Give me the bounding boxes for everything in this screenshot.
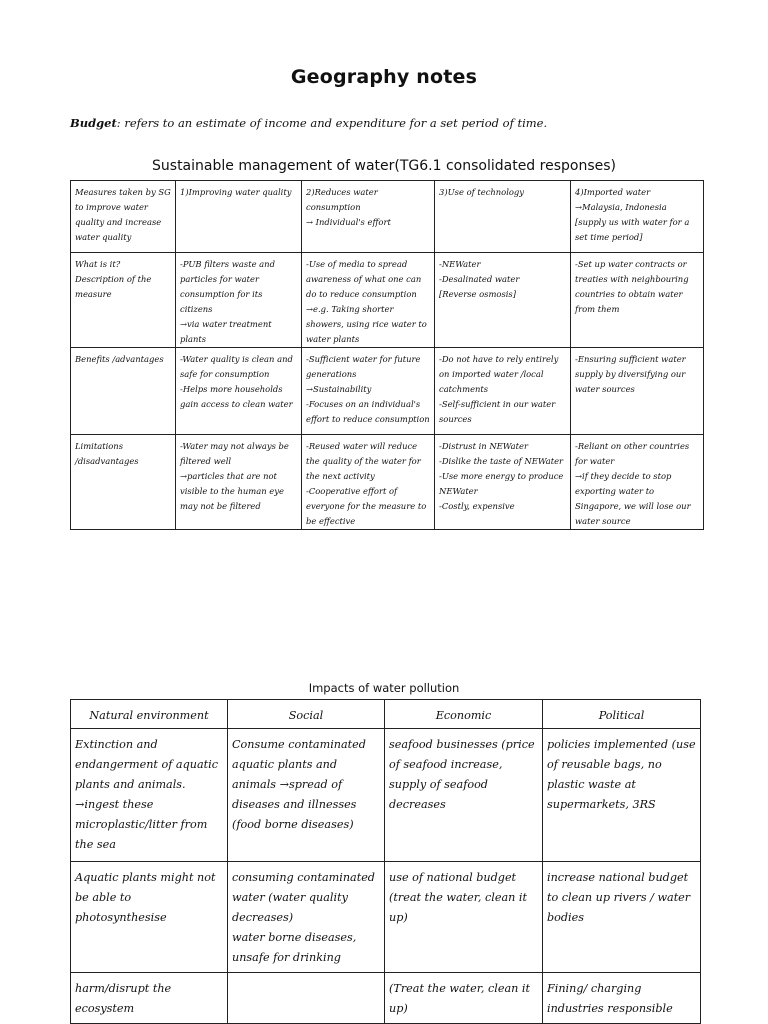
cell-line: seafood businesses (price of seafood increase, supply of seafood decreases	[389, 738, 535, 811]
cell-line: -Focuses on an individual's effort to reduce consumption	[306, 399, 430, 424]
table-cell	[571, 253, 704, 348]
cell-line: 2)Reduces water consumption	[306, 187, 378, 212]
table-cell	[71, 181, 176, 253]
cell-line: -Sufficient water for future generations	[306, 354, 421, 379]
cell-line: policies implemented (use of reusable bags, no plastic waste at supermarkets, 3RS	[547, 738, 696, 811]
table-row	[71, 729, 701, 862]
cell-line: Consume contaminated aquatic plants and animals →spread of diseases and illnesses (food borne diseases)	[232, 738, 366, 831]
table-cell	[71, 729, 228, 862]
cell-line: What is it?	[75, 259, 121, 269]
table-cell	[543, 862, 701, 973]
table-cell	[302, 253, 435, 348]
column-header: Political	[543, 700, 701, 729]
table-cell	[302, 435, 435, 530]
budget-definition-text: : refers to an estimate of income and expenditure for a set period of time.	[116, 116, 548, 130]
cell-line: -Cooperative effort of everyone for the measure to be effective	[306, 486, 427, 526]
cell-line: -Ensuring sufficient water supply by diversifying our water sources	[575, 354, 686, 394]
column-header: Social	[228, 700, 385, 729]
table-cell	[385, 729, 543, 862]
table-cell	[385, 862, 543, 973]
cell-line: Limitations /disadvantages	[75, 441, 139, 466]
budget-term: Budget	[70, 116, 117, 130]
cell-line: -Costly, expensive	[439, 501, 515, 511]
table-cell	[176, 435, 302, 530]
cell-line: use of national budget (treat the water, clean it up)	[389, 871, 527, 924]
cell-line: →particles that are not visible to the human eye may not be filtered	[180, 471, 284, 511]
cell-line: -Use of media to spread awareness of what one can do to reduce consumption	[306, 259, 422, 299]
cell-line: -Water may not always be filtered well	[180, 441, 289, 466]
cell-line: →e.g. Taking shorter showers, using rice water to water plants	[306, 304, 427, 344]
cell-line: [Reverse osmosis]	[439, 289, 517, 299]
table-cell	[435, 348, 571, 435]
table-row	[71, 862, 701, 973]
table-cell	[302, 181, 435, 253]
table-cell	[543, 729, 701, 862]
cell-line: → Individual's effort	[306, 217, 391, 227]
table1-caption: Sustainable management of water(TG6.1 consolidated responses)	[152, 158, 616, 174]
cell-line: -Reused water will reduce the quality of the water for the next activity	[306, 441, 421, 481]
table-cell	[176, 253, 302, 348]
cell-line: -NEWater	[439, 259, 481, 269]
cell-line: 1)Improving water quality	[180, 187, 292, 197]
table-cell	[71, 435, 176, 530]
table-cell	[571, 181, 704, 253]
table-cell	[385, 973, 543, 1024]
cell-line: -Dislike the taste of NEWater	[439, 456, 564, 466]
budget-definition	[70, 116, 547, 130]
cell-line: Benefits /advantages	[75, 354, 164, 364]
table-row	[71, 181, 704, 253]
cell-line: Measures taken by SG to improve water quality and increase water quality	[75, 187, 171, 242]
cell-line: -Reliant on other countries for water	[575, 441, 690, 466]
water-pollution-impacts-table	[70, 699, 701, 1024]
cell-line: 4)Imported water	[575, 187, 651, 197]
cell-line: (Treat the water, clean it up)	[389, 982, 530, 1015]
cell-line: -Helps more households gain access to clean water	[180, 384, 293, 409]
table-cell	[176, 181, 302, 253]
table-cell	[543, 973, 701, 1024]
cell-line: water borne diseases, unsafe for drinking	[232, 931, 357, 964]
cell-line: -Water quality is clean and safe for consumption	[180, 354, 293, 379]
cell-line: consuming contaminated water (water quality decreases)	[232, 871, 375, 924]
cell-line: →via water treatment plants	[180, 319, 272, 344]
cell-line: [supply us with water for a set time period]	[575, 217, 690, 242]
cell-line: increase national budget to clean up rivers / water bodies	[547, 871, 691, 924]
cell-line: Description of the measure	[75, 274, 152, 299]
table-cell	[571, 348, 704, 435]
cell-line: Aquatic plants might not be able to photosynthesise	[75, 871, 216, 924]
cell-line: Extinction and endangerment of aquatic plants and animals.	[75, 738, 218, 791]
table-row	[71, 435, 704, 530]
cell-line: →ingest these microplastic/litter from the sea	[75, 798, 208, 851]
cell-line: Fining/ charging industries responsible	[547, 982, 673, 1015]
cell-line: →if they decide to stop exporting water to Singapore, we will lose our water source	[575, 471, 691, 526]
page-title: Geography notes	[290, 66, 478, 88]
cell-line: -Distrust in NEWater	[439, 441, 528, 451]
table-cell	[228, 973, 385, 1024]
table-cell	[435, 253, 571, 348]
table2-caption: Impacts of water pollution	[308, 681, 460, 695]
cell-line: 3)Use of technology	[439, 187, 525, 197]
table-cell	[71, 253, 176, 348]
cell-line: -Self-sufficient in our water sources	[439, 399, 556, 424]
cell-line: -Set up water contracts or treaties with neighbouring countries to obtain water from them	[575, 259, 689, 314]
table-row	[71, 253, 704, 348]
cell-line: -Do not have to rely entirely on imported water /local catchments	[439, 354, 559, 394]
table-header-row	[71, 700, 701, 729]
table-row	[71, 348, 704, 435]
table-row	[71, 973, 701, 1024]
table-cell	[71, 348, 176, 435]
table-cell	[228, 862, 385, 973]
water-management-table	[70, 180, 704, 530]
cell-line: -Desalinated water	[439, 274, 520, 284]
table-cell	[71, 862, 228, 973]
table-cell	[228, 729, 385, 862]
cell-line: →Sustainability	[306, 384, 372, 394]
cell-line: harm/disrupt the ecosystem	[75, 982, 172, 1015]
column-header: Natural environment	[71, 700, 228, 729]
table-cell	[71, 973, 228, 1024]
cell-line: -Use more energy to produce NEWater	[439, 471, 564, 496]
cell-line: -PUB filters waste and particles for water consumption for its citizens	[180, 259, 275, 314]
table-cell	[435, 181, 571, 253]
cell-line: →Malaysia, Indonesia	[575, 202, 667, 212]
table-cell	[302, 348, 435, 435]
table-cell	[176, 348, 302, 435]
column-header: Economic	[385, 700, 543, 729]
table-cell	[435, 435, 571, 530]
table-cell	[571, 435, 704, 530]
